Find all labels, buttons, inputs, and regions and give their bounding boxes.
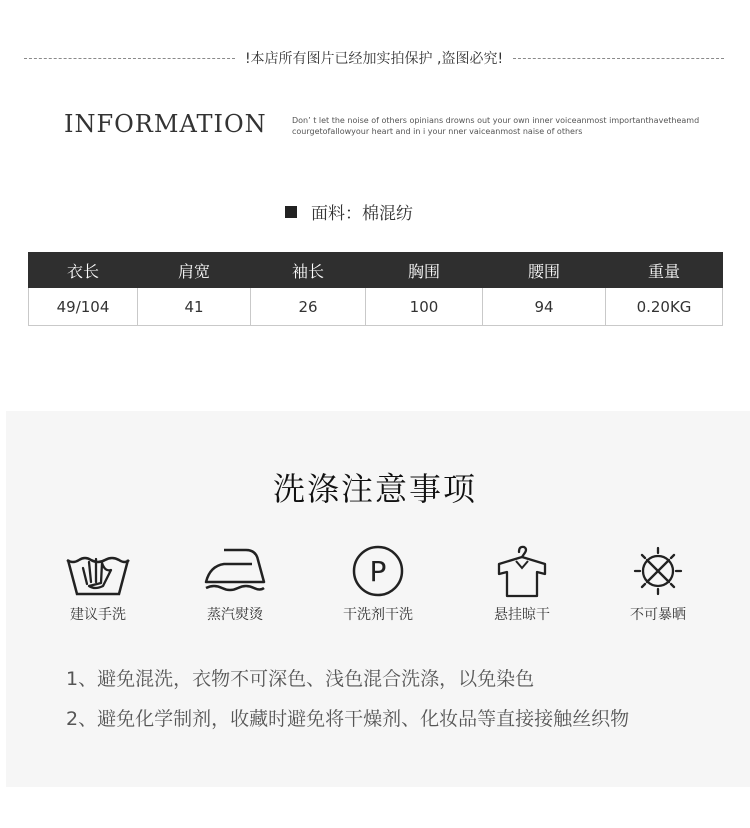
header-cell: 重量 [606, 253, 723, 288]
svg-text:P: P [369, 555, 387, 588]
subtitle-line-2: courgetofallowyour heart and in i your nner vaiceanmost naise of others [292, 127, 583, 136]
value-cell: 0.20KG [606, 288, 723, 326]
value-cell: 26 [251, 288, 366, 326]
hang-dry-icon [489, 544, 555, 598]
value-cell: 41 [138, 288, 251, 326]
care-icon-label: 蒸汽熨烫 [207, 607, 263, 623]
steam-iron-icon [202, 544, 268, 598]
care-icon-item [38, 544, 158, 624]
care-icon-label: 悬挂晾干 [494, 607, 550, 623]
care-icon-item [462, 544, 582, 624]
dry-clean-icon [345, 544, 411, 598]
subtitle-line-1: Don’ t let the noise of others opinians drowns out your own inner voiceanmost importanthavetheamd [292, 116, 700, 125]
fabric-label: 面料：棉混纺 [311, 204, 413, 224]
value-cell: 94 [483, 288, 606, 326]
care-instruction-1: 1、避免混洗，衣物不可深色、浅色混合洗涤，以免染色 [66, 668, 535, 690]
information-subtitle [292, 115, 712, 137]
notice-text: !本店所有图片已经加实拍保护 ,盗图必究! [244, 51, 504, 67]
square-bullet-icon [285, 206, 297, 218]
value-cell: 100 [366, 288, 483, 326]
header-cell: 肩宽 [138, 253, 251, 288]
care-instruction-2: 2、避免化学制剂，收藏时避免将干燥剂、化妆品等直接接触丝织物 [66, 708, 630, 730]
notice-dash-right [513, 58, 724, 59]
care-icon-label: 建议手洗 [70, 607, 126, 623]
header-cell: 胸围 [366, 253, 483, 288]
value-cell: 49/104 [29, 288, 138, 326]
care-icon-item [318, 544, 438, 624]
header-cell: 腰围 [483, 253, 606, 288]
hand-wash-icon [65, 544, 131, 598]
header-cell: 袖长 [251, 253, 366, 288]
care-title: 洗涤注意事项 [272, 470, 477, 508]
care-icon-label: 干洗剂干洗 [343, 607, 413, 623]
size-table-value-row [29, 288, 723, 326]
fabric-row [285, 199, 413, 224]
size-table-header-row [29, 253, 723, 288]
copyright-notice [24, 45, 724, 71]
size-table [28, 252, 723, 326]
header-cell: 衣长 [29, 253, 138, 288]
care-icon-item [175, 544, 295, 624]
information-title: INFORMATION [64, 110, 267, 138]
care-icon-label: 不可暴晒 [630, 607, 686, 623]
care-icon-item [598, 544, 718, 624]
no-sun-dry-icon [625, 544, 691, 598]
notice-dash-left [24, 58, 235, 59]
